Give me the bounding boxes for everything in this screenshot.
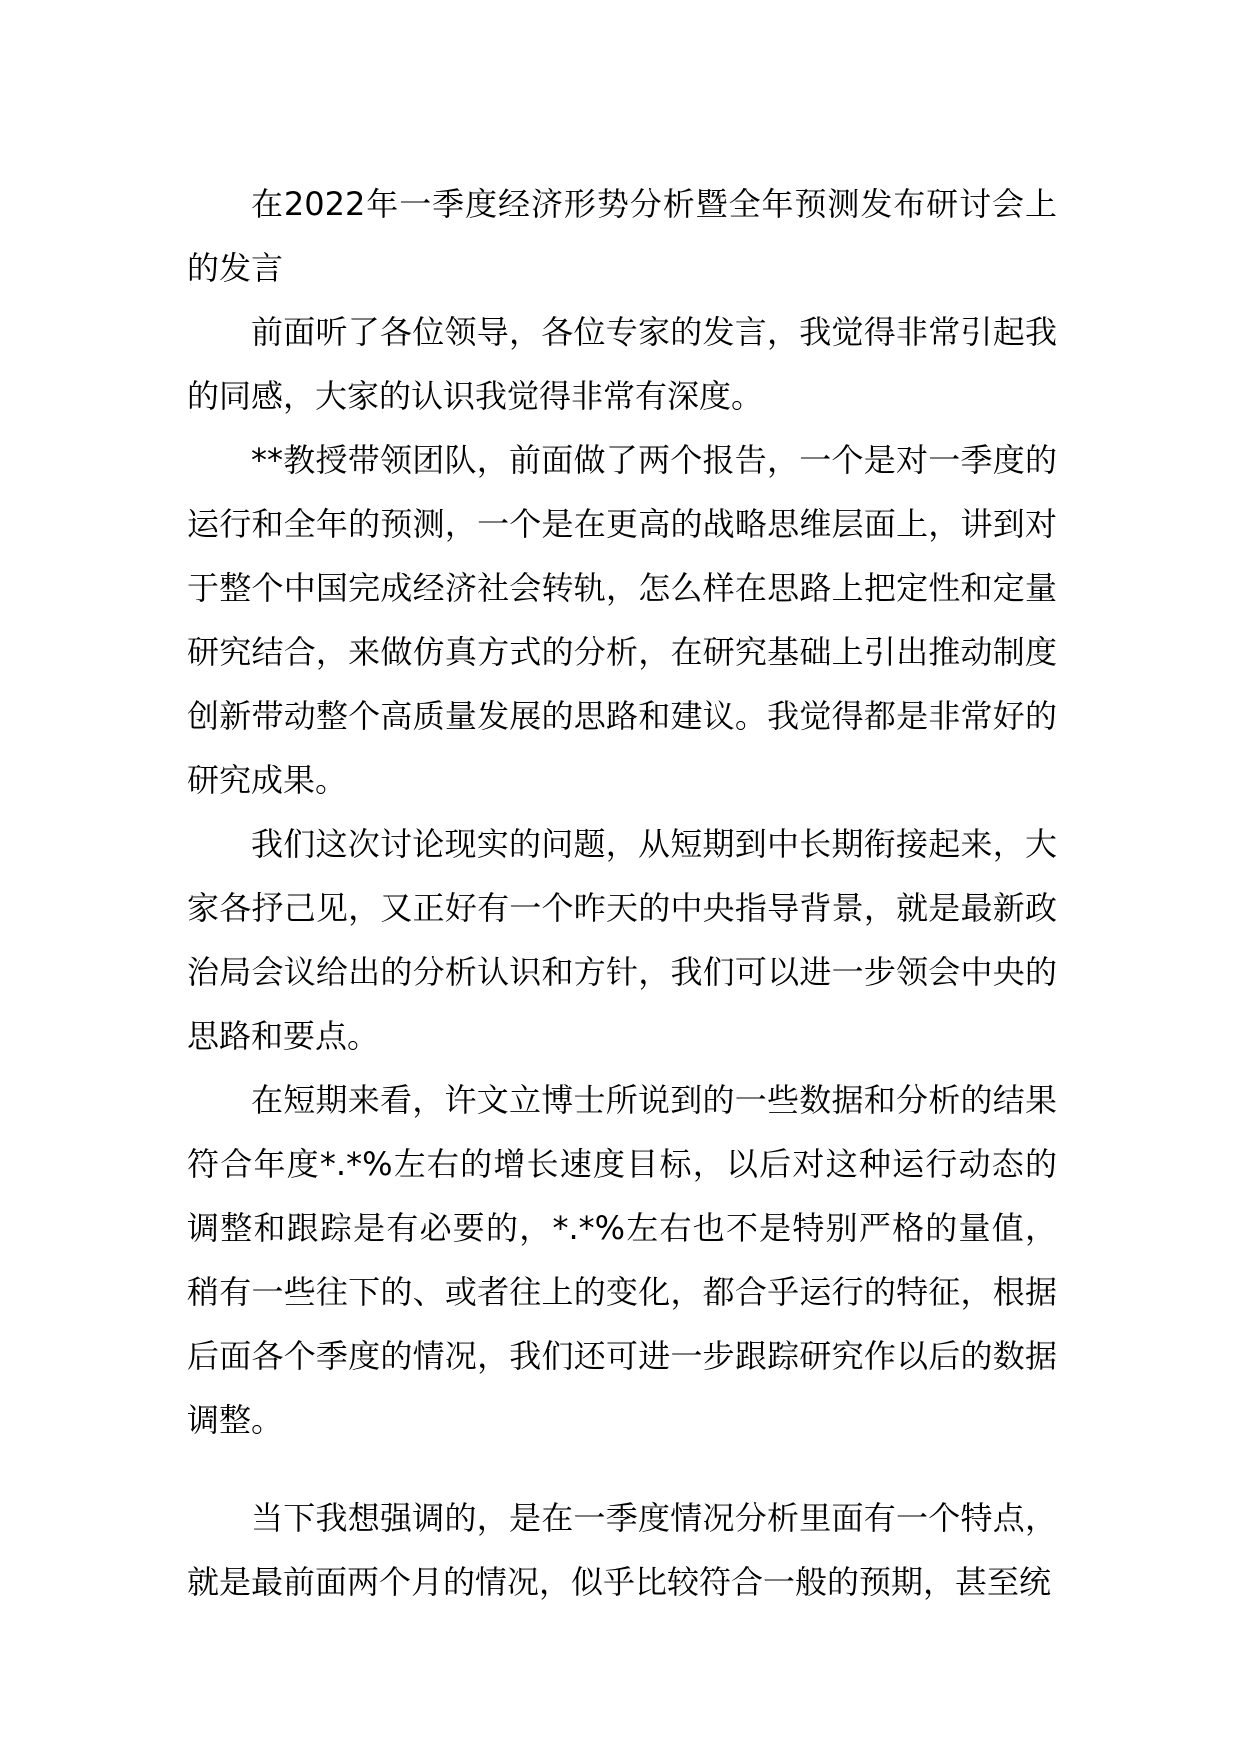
paragraph-1: 前面听了各位领导，各位专家的发言，我觉得非常引起我的同感，大家的认识我觉得非常有深度。 bbox=[187, 313, 1057, 415]
document-body bbox=[187, 172, 1057, 1614]
paragraph-5: 当下我想强调的，是在一季度情况分析里面有一个特点，就是最前面两个月的情况，似乎比较符合一般的预期，甚至统 bbox=[187, 1499, 1057, 1601]
paragraph-3: 我们这次讨论现实的问题，从短期到中长期衔接起来，大家各抒己见，又正好有一个昨天的中央指导背景，就是最新政治局会议给出的分析认识和方针，我们可以进一步领会中央的思路和要点。 bbox=[187, 825, 1057, 1055]
document-title: 在2022年一季度经济形势分析暨全年预测发布研讨会上的发言 bbox=[187, 185, 1057, 287]
paragraph-4: 在短期来看，许文立博士所说到的一些数据和分析的结果符合年度*.*%左右的增长速度目标，以后对这种运行动态的调整和跟踪是有必要的，*.*%左右也不是特别严格的量值，稍有一些往下的、或者往上的变化，都合乎运行的特征，根据后面各个季度的情况，我们还可进一步跟踪研究作以后的数据调整。 bbox=[187, 1081, 1057, 1439]
paragraph-2: **教授带领团队，前面做了两个报告，一个是对一季度的运行和全年的预测，一个是在更高的战略思维层面上，讲到对于整个中国完成经济社会转轨，怎么样在思路上把定性和定量研究结合，来做仿真方式的分析，在研究基础上引出推动制度创新带动整个高质量发展的思路和建议。我觉得都是非常好的研究成果。 bbox=[187, 441, 1057, 799]
